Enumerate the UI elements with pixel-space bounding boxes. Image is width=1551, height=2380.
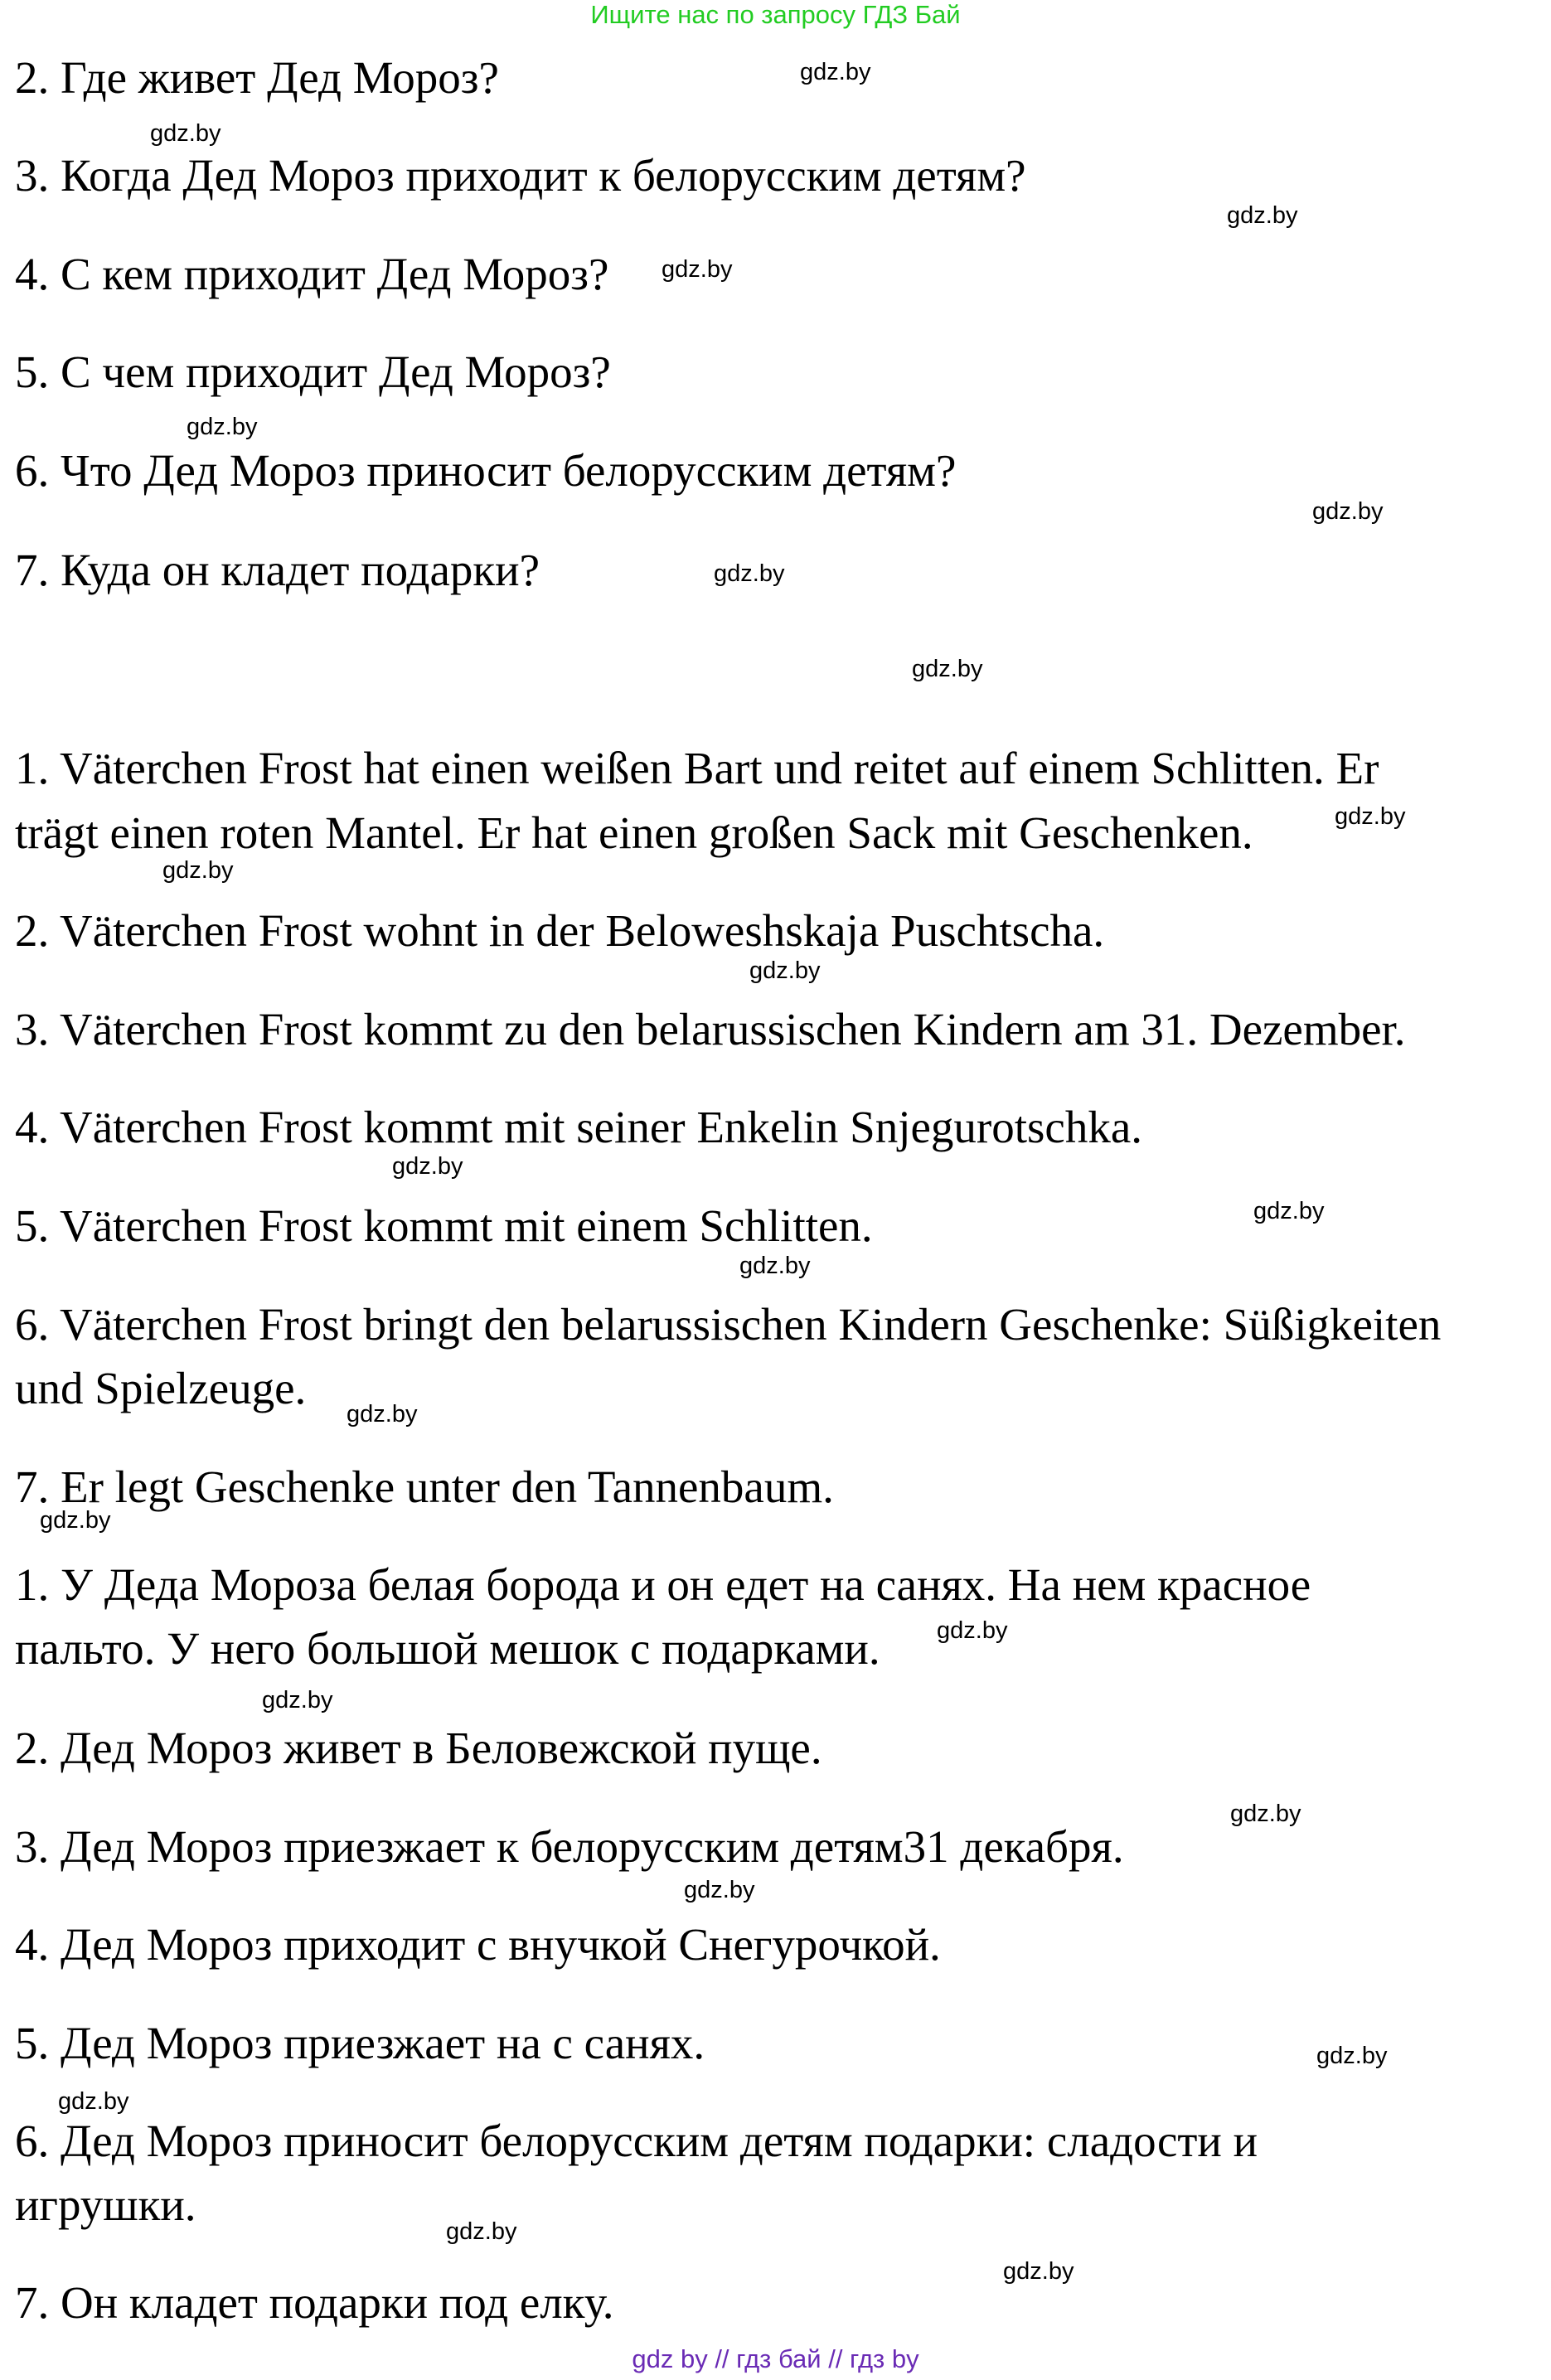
- search-hint-banner: Ищите нас по запросу ГДЗ Бай: [590, 0, 961, 29]
- answer-de-6-line-1: 6. Väterchen Frost bringt den belarussischen Kindern Geschenke: Süßigkeiten: [15, 1299, 1442, 1350]
- watermark: gdz.by: [446, 2218, 517, 2245]
- watermark: gdz.by: [392, 1153, 463, 1180]
- answer-ru-6-line-1: 6. Дед Мороз приносит белорусским детям подарки: сладости и: [15, 2116, 1258, 2166]
- footer-links: gdz by // гдз бай // гдз by: [632, 2344, 919, 2373]
- watermark: gdz.by: [800, 59, 871, 85]
- question-4: 4. С кем приходит Дед Мороз?: [15, 249, 609, 299]
- watermark: gdz.by: [749, 957, 821, 984]
- watermark: gdz.by: [1003, 2258, 1074, 2285]
- answer-ru-6-line-2: игрушки.: [15, 2179, 196, 2230]
- answer-ru-2: 2. Дед Мороз живет в Беловежской пуще.: [15, 1723, 822, 1773]
- question-7: 7. Куда он кладет подарки?: [15, 545, 540, 595]
- watermark: gdz.by: [1230, 1801, 1301, 1827]
- answer-de-1-line-2: trägt einen roten Mantel. Er hat einen großen Sack mit Geschenken.: [15, 807, 1253, 858]
- watermark: gdz.by: [162, 857, 234, 884]
- watermark: gdz.by: [1253, 1198, 1325, 1224]
- watermark: gdz.by: [1335, 803, 1406, 830]
- answer-ru-1-line-2: пальто. У него большой мешок с подарками.: [15, 1623, 880, 1674]
- watermark: gdz.by: [937, 1617, 1008, 1644]
- question-6: 6. Что Дед Мороз приносит белорусским детям?: [15, 445, 957, 496]
- answer-ru-5: 5. Дед Мороз приезжает на с санях.: [15, 2018, 705, 2068]
- answer-ru-7: 7. Он кладет подарки под елку.: [15, 2277, 614, 2328]
- watermark: gdz.by: [187, 414, 258, 440]
- watermark: gdz.by: [58, 2088, 129, 2115]
- watermark: gdz.by: [662, 256, 733, 283]
- watermark: gdz.by: [40, 1507, 111, 1534]
- question-5: 5. С чем приходит Дед Мороз?: [15, 347, 611, 397]
- answer-de-2: 2. Väterchen Frost wohnt in der Beloweshskaja Puschtscha.: [15, 905, 1105, 956]
- watermark: gdz.by: [1312, 498, 1384, 525]
- question-3: 3. Когда Дед Мороз приходит к белорусским детям?: [15, 150, 1026, 201]
- answer-de-7: 7. Er legt Geschenke unter den Tannenbaum.: [15, 1461, 834, 1512]
- answer-de-1-line-1: 1. Väterchen Frost hat einen weißen Bart und reitet auf einem Schlitten. Er: [15, 743, 1379, 793]
- answer-ru-3: 3. Дед Мороз приезжает к белорусским детям31 декабря.: [15, 1821, 1124, 1872]
- answer-de-3: 3. Väterchen Frost kommt zu den belarussischen Kindern am 31. Dezember.: [15, 1004, 1406, 1054]
- watermark: gdz.by: [739, 1253, 811, 1279]
- watermark: gdz.by: [684, 1877, 755, 1903]
- watermark: gdz.by: [1227, 202, 1298, 229]
- answer-de-6-line-2: und Spielzeuge.: [15, 1363, 307, 1413]
- watermark: gdz.by: [347, 1401, 418, 1428]
- answer-de-5: 5. Väterchen Frost kommt mit einem Schlitten.: [15, 1200, 873, 1251]
- answer-de-4: 4. Väterchen Frost kommt mit seiner Enkelin Snjegurotschka.: [15, 1102, 1142, 1152]
- watermark: gdz.by: [262, 1687, 333, 1714]
- watermark: gdz.by: [714, 560, 785, 587]
- watermark: gdz.by: [1316, 2043, 1388, 2069]
- answer-ru-1-line-1: 1. У Деда Мороза белая борода и он едет на санях. На нем красное: [15, 1559, 1311, 1610]
- watermark: gdz.by: [912, 656, 983, 682]
- watermark: gdz.by: [150, 120, 221, 147]
- answer-ru-4: 4. Дед Мороз приходит с внучкой Снегурочкой.: [15, 1919, 941, 1970]
- question-2: 2. Где живет Дед Мороз?: [15, 52, 499, 103]
